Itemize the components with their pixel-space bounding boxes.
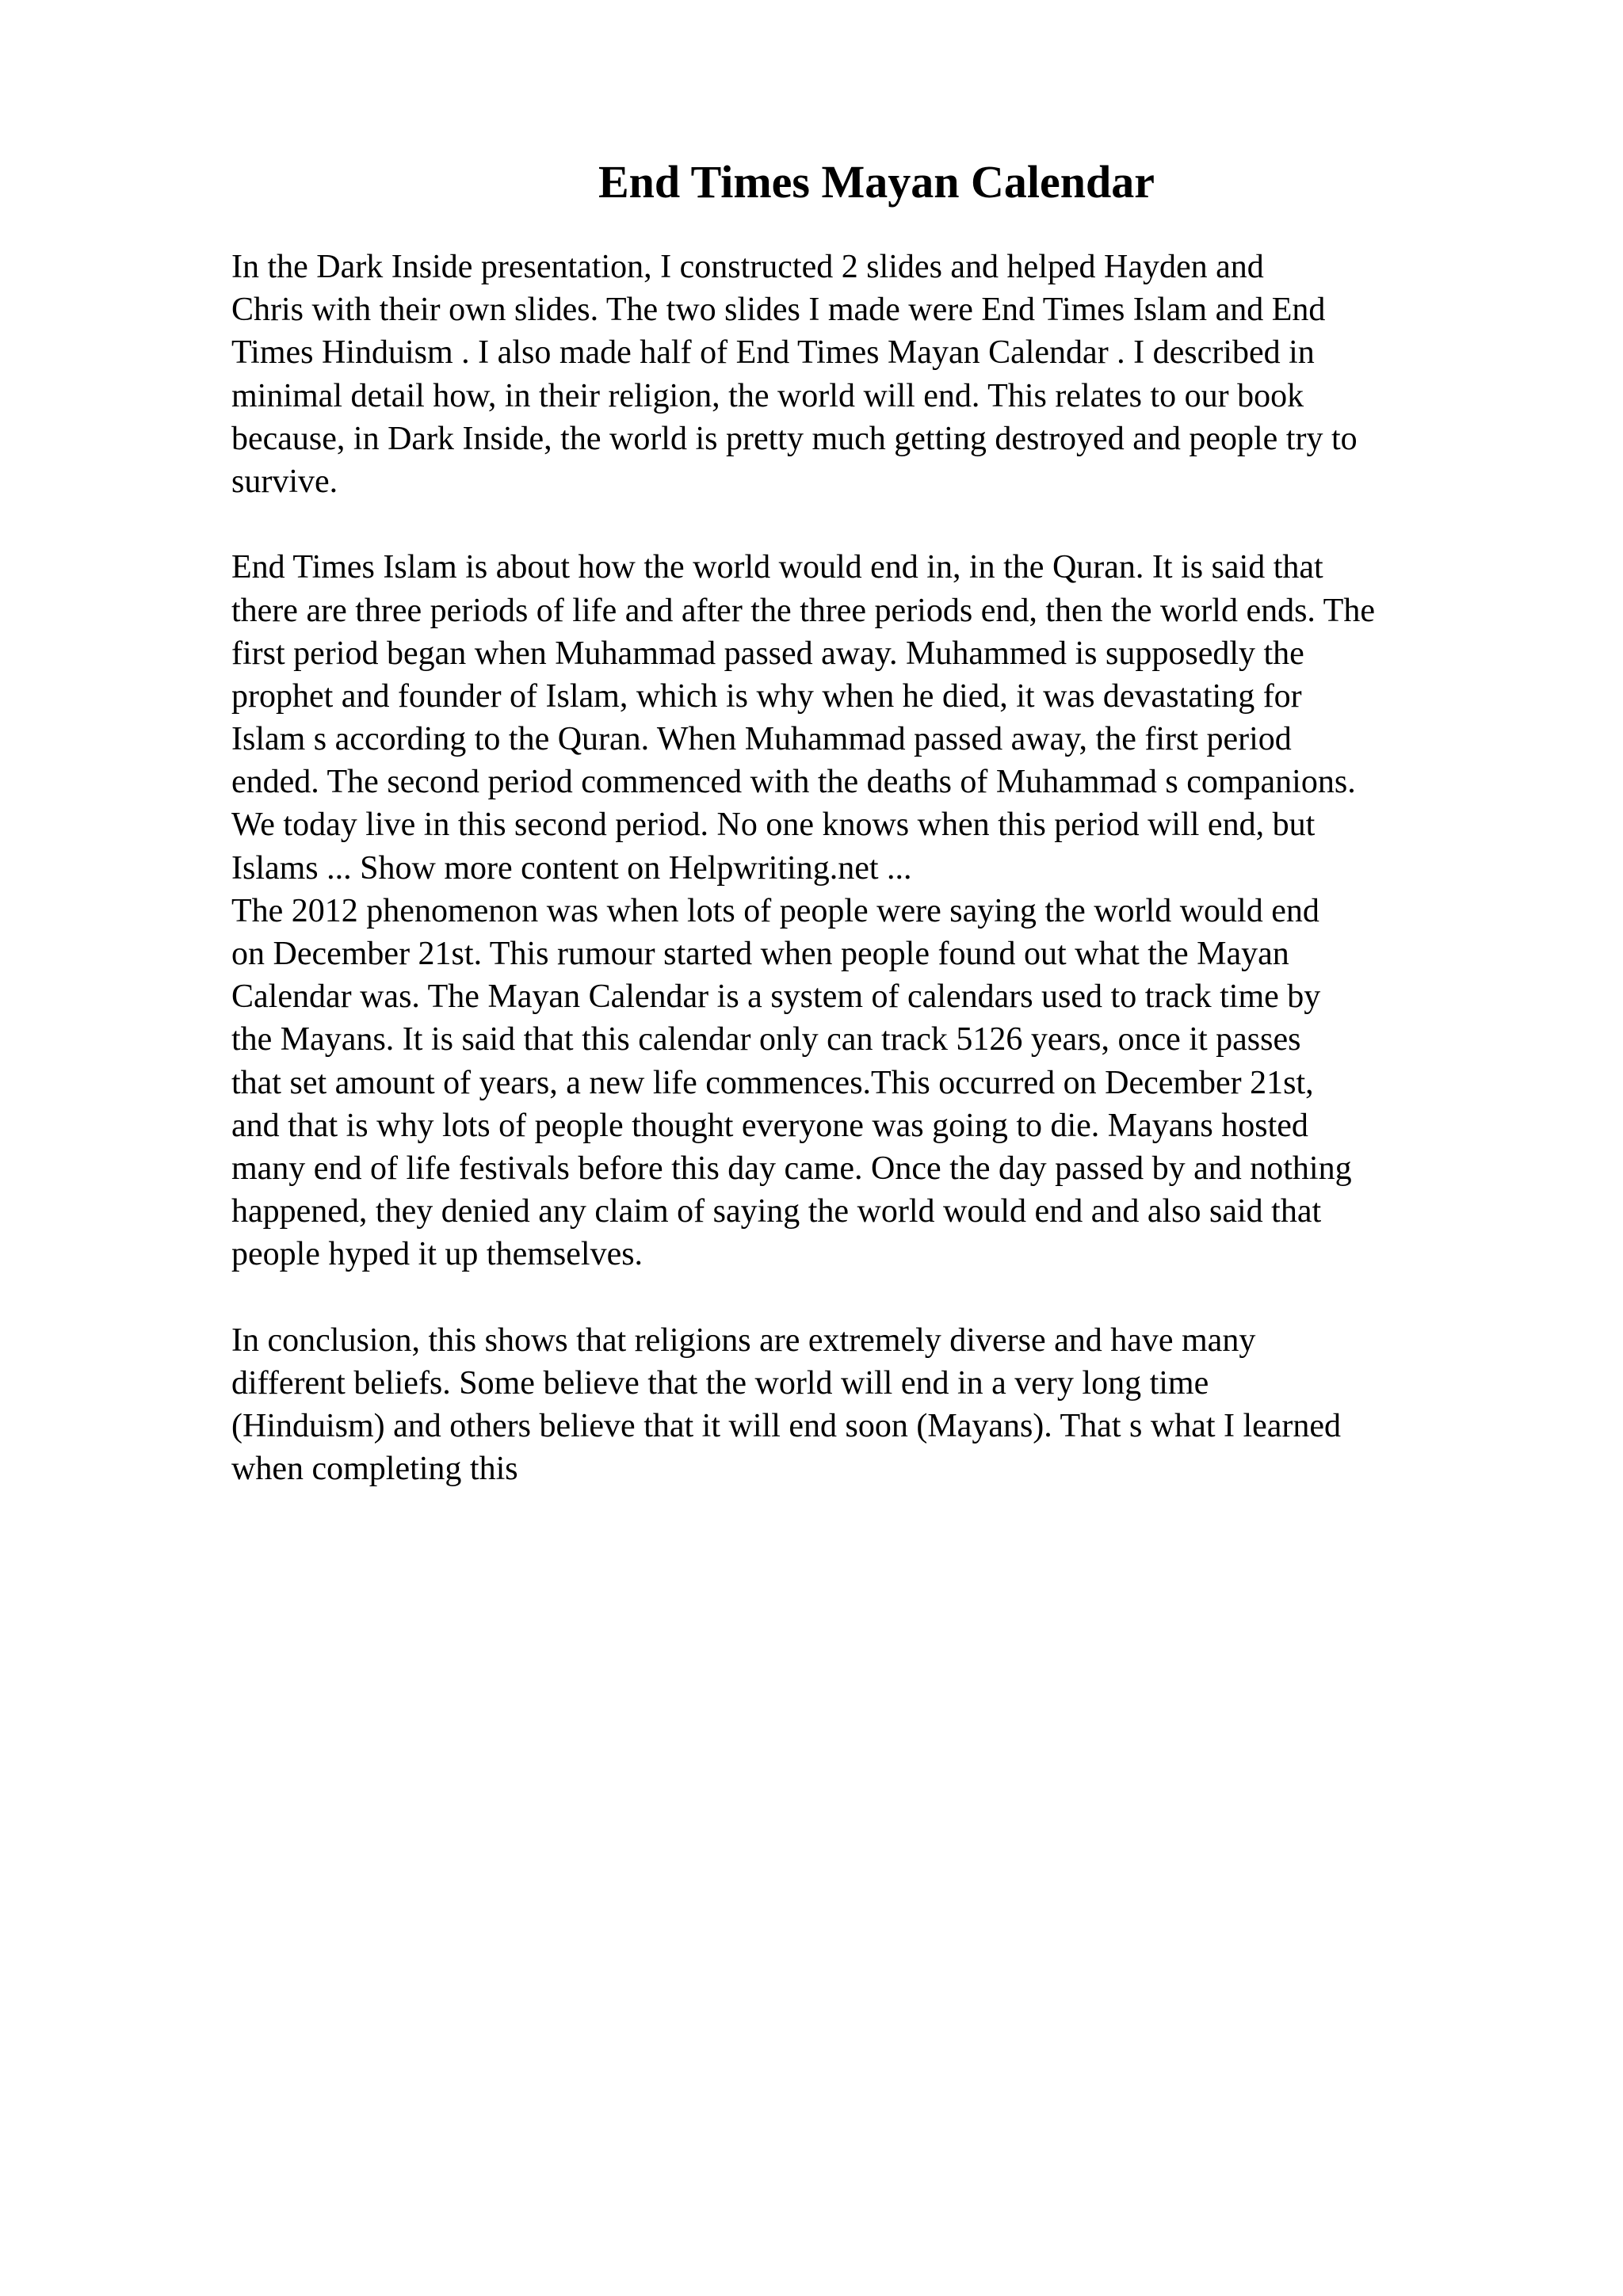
text-line: We today live in this second period. No one knows when this period will end, but xyxy=(231,807,1316,844)
text-line: many end of life festivals before this day came. Once the day passed by and nothing xyxy=(231,1150,1352,1187)
text-line: ended. The second period commenced with the deaths of Muhammad s companions. xyxy=(231,764,1356,801)
text-line: (Hinduism) and others believe that it will end soon (Mayans). That s what I learned xyxy=(231,1408,1342,1445)
text-line: different beliefs. Some believe that the world will end in a very long time xyxy=(231,1364,1209,1402)
show-more-link[interactable]: Show more content on Helpwriting.net ... xyxy=(360,849,912,887)
text-line: when completing this xyxy=(231,1451,518,1488)
text-line: happened, they denied any claim of saying the world would end and also said that xyxy=(231,1193,1322,1230)
text-line: the Mayans. It is said that this calendar only can track 5126 years, once it passes xyxy=(231,1021,1301,1058)
text-line: Islam s according to the Quran. When Muhammad passed away, the first period xyxy=(231,721,1292,758)
text-line: Chris with their own slides. The two slides I made were End Times Islam and End xyxy=(231,292,1326,329)
text-line: In the Dark Inside presentation, I constructed 2 slides and helped Hayden and xyxy=(231,249,1264,285)
text-line: because, in Dark Inside, the world is pretty much getting destroyed and people try to xyxy=(231,420,1358,457)
text-line: Calendar was. The Mayan Calendar is a system of calendars used to track time by xyxy=(231,978,1321,1016)
text-line: there are three periods of life and after the three periods end, then the world ends. The xyxy=(231,592,1375,629)
text-line: people hyped it up themselves. xyxy=(231,1236,643,1273)
paragraph-gap xyxy=(231,503,1515,546)
document-body xyxy=(231,246,1515,1490)
truncated-text: Islams ... xyxy=(231,849,361,887)
text-line: and that is why lots of people thought everyone was going to die. Mayans hosted xyxy=(231,1107,1308,1144)
text-line xyxy=(231,847,1515,890)
text-line: End Times Islam is about how the world would end in, in the Quran. It is said that xyxy=(231,549,1323,586)
text-line: minimal detail how, in their religion, the world will end. This relates to our book xyxy=(231,377,1304,414)
text-line: first period began when Muhammad passed away. Muhammed is supposedly the xyxy=(231,635,1304,672)
document-title: End Times Mayan Calendar xyxy=(598,156,1155,208)
paragraph-2 xyxy=(231,546,1515,890)
text-line: The 2012 phenomenon was when lots of people were saying the world would end xyxy=(231,892,1319,929)
paragraph-1 xyxy=(231,246,1515,503)
text-line: on December 21st. This rumour started when people found out what the Mayan xyxy=(231,936,1289,972)
text-line: survive. xyxy=(231,463,338,500)
text-line: In conclusion, this shows that religions are extremely diverse and have many xyxy=(231,1322,1256,1359)
paragraph-3 xyxy=(231,890,1515,1276)
paragraph-4 xyxy=(231,1319,1515,1491)
text-line: prophet and founder of Islam, which is why when he died, it was devastating for xyxy=(231,677,1302,715)
paragraph-gap xyxy=(231,1276,1515,1319)
text-line: Times Hinduism . I also made half of End Times Mayan Calendar . I described in xyxy=(231,334,1315,372)
text-line: that set amount of years, a new life commences.This occurred on December 21st, xyxy=(231,1064,1314,1101)
